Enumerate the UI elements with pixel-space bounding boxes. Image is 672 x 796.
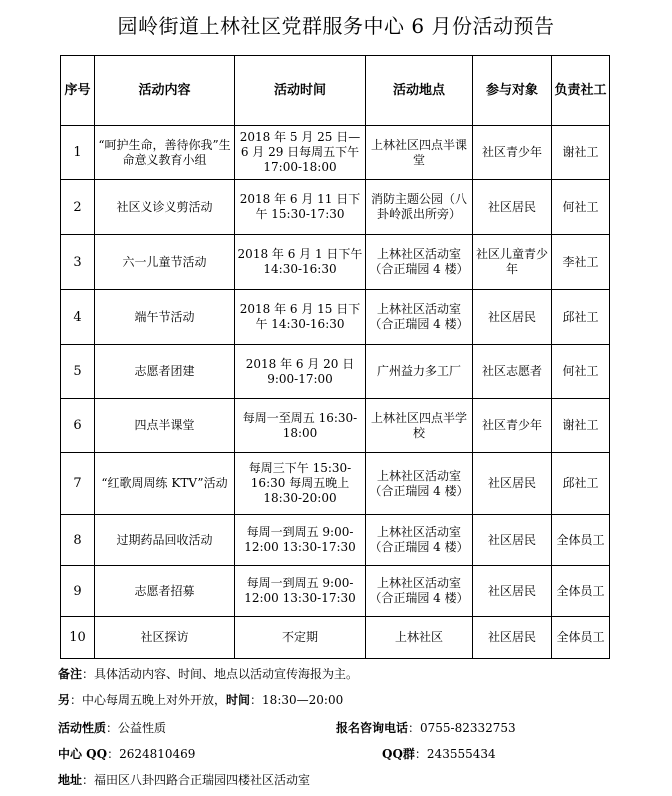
row-location: 上林社区活动室（合正瑞园 4 楼）	[366, 515, 473, 566]
table-row	[61, 345, 610, 399]
qq-text: ：2624810469	[107, 747, 196, 761]
row-social-worker: 何社工	[552, 180, 610, 235]
row-participants: 社区居民	[473, 566, 552, 617]
row-location: 上林社区活动室（合正瑞园 4 楼）	[366, 290, 473, 345]
note-label: 备注	[58, 667, 83, 681]
other-label: 另	[58, 693, 71, 707]
table-row	[61, 180, 610, 235]
table-row	[61, 515, 610, 566]
header-index: 序号	[61, 56, 95, 126]
phone-line	[336, 719, 516, 736]
time-label: 时间	[226, 693, 251, 707]
note-text: ：具体活动内容、时间、地点以活动宣传海报为主。	[82, 667, 359, 681]
phone-label: 报名咨询电话	[336, 721, 409, 735]
table-row	[61, 235, 610, 290]
row-time: 不定期	[235, 617, 366, 659]
table-row	[61, 617, 610, 659]
row-time: 2018 年 5 月 25 日—6 月 29 日每周五下午 17:00-18:00	[235, 126, 366, 180]
row-participants: 社区居民	[473, 180, 552, 235]
row-location: 上林社区四点半学校	[366, 399, 473, 453]
row-content: “红歌周周练 KTV”活动	[95, 453, 235, 515]
row-content: 社区义诊义剪活动	[95, 180, 235, 235]
row-time: 每周一至周五 16:30-18:00	[235, 399, 366, 453]
row-time: 每周一到周五 9:00-12:00 13:30-17:30	[235, 566, 366, 617]
row-social-worker: 全体员工	[552, 617, 610, 659]
nature-line	[58, 719, 166, 736]
qq-line	[58, 745, 195, 762]
row-participants: 社区儿童青少年	[473, 235, 552, 290]
row-index: 5	[61, 345, 95, 399]
row-social-worker: 全体员工	[552, 515, 610, 566]
row-content: “呵护生命，善待你我”生命意义教育小组	[95, 126, 235, 180]
row-index: 1	[61, 126, 95, 180]
qq-group-label: QQ群	[382, 747, 415, 761]
row-social-worker: 李社工	[552, 235, 610, 290]
row-index: 3	[61, 235, 95, 290]
row-participants: 社区青少年	[473, 126, 552, 180]
table-row	[61, 126, 610, 180]
row-index: 9	[61, 566, 95, 617]
page-title: 园岭街道上林社区党群服务中心 6 月份活动预告	[117, 14, 555, 38]
row-participants: 社区居民	[473, 290, 552, 345]
time-text: ：18:30—20:00	[250, 693, 344, 707]
row-time: 每周一到周五 9:00-12:00 13:30-17:30	[235, 515, 366, 566]
row-social-worker: 谢社工	[552, 126, 610, 180]
row-social-worker: 谢社工	[552, 399, 610, 453]
row-participants: 社区居民	[473, 453, 552, 515]
row-location: 广州益力多工厂	[366, 345, 473, 399]
row-time: 每周三下午 15:30-16:30 每周五晚上 18:30-20:00	[235, 453, 366, 515]
row-content: 社区探访	[95, 617, 235, 659]
row-location: 上林社区四点半课堂	[366, 126, 473, 180]
row-location: 上林社区	[366, 617, 473, 659]
table-row	[61, 290, 610, 345]
nature-text: ：公益性质	[106, 721, 167, 735]
row-index: 8	[61, 515, 95, 566]
header-time: 活动时间	[235, 56, 366, 126]
row-social-worker: 邱社工	[552, 290, 610, 345]
header-social-worker: 负责社工	[552, 56, 610, 126]
row-time: 2018 年 6 月 11 日下午 15:30-17:30	[235, 180, 366, 235]
table-header-row	[61, 56, 610, 126]
row-content: 过期药品回收活动	[95, 515, 235, 566]
address-label: 地址	[58, 773, 83, 787]
address-line	[58, 771, 310, 788]
qq-group-line	[382, 745, 496, 762]
row-time: 2018 年 6 月 1 日下午 14:30-16:30	[235, 235, 366, 290]
row-participants: 社区青少年	[473, 399, 552, 453]
header-location: 活动地点	[366, 56, 473, 126]
phone-text: ：0755-82332753	[408, 721, 516, 735]
row-index: 10	[61, 617, 95, 659]
nature-label: 活动性质	[58, 721, 107, 735]
row-participants: 社区志愿者	[473, 345, 552, 399]
row-location: 消防主题公园（八卦岭派出所旁）	[366, 180, 473, 235]
header-participants: 参与对象	[473, 56, 552, 126]
row-location: 上林社区活动室（合正瑞园 4 楼）	[366, 566, 473, 617]
open-hours-line	[58, 691, 343, 708]
row-social-worker: 何社工	[552, 345, 610, 399]
qq-label: 中心 QQ	[58, 747, 108, 761]
header-content: 活动内容	[95, 56, 235, 126]
row-participants: 社区居民	[473, 617, 552, 659]
qq-group-text: ：243555434	[414, 747, 496, 761]
row-social-worker: 邱社工	[552, 453, 610, 515]
row-content: 端午节活动	[95, 290, 235, 345]
activity-table	[60, 55, 610, 659]
row-index: 7	[61, 453, 95, 515]
row-participants: 社区居民	[473, 515, 552, 566]
row-content: 志愿者招募	[95, 566, 235, 617]
row-index: 2	[61, 180, 95, 235]
other-text: ：中心每周五晚上对外开放，	[70, 693, 227, 707]
address-text: ：福田区八卦四路合正瑞园四楼社区活动室	[82, 773, 311, 787]
row-index: 6	[61, 399, 95, 453]
row-time: 2018 年 6 月 20 日 9:00-17:00	[235, 345, 366, 399]
table-row	[61, 399, 610, 453]
row-location: 上林社区活动室（合正瑞园 4 楼）	[366, 235, 473, 290]
row-location: 上林社区活动室（合正瑞园 4 楼）	[366, 453, 473, 515]
row-content: 志愿者团建	[95, 345, 235, 399]
row-time: 2018 年 6 月 15 日下午 14:30-16:30	[235, 290, 366, 345]
row-index: 4	[61, 290, 95, 345]
row-social-worker: 全体员工	[552, 566, 610, 617]
note-line	[58, 665, 358, 682]
row-content: 六一儿童节活动	[95, 235, 235, 290]
row-content: 四点半课堂	[95, 399, 235, 453]
table-row	[61, 566, 610, 617]
table-row	[61, 453, 610, 515]
